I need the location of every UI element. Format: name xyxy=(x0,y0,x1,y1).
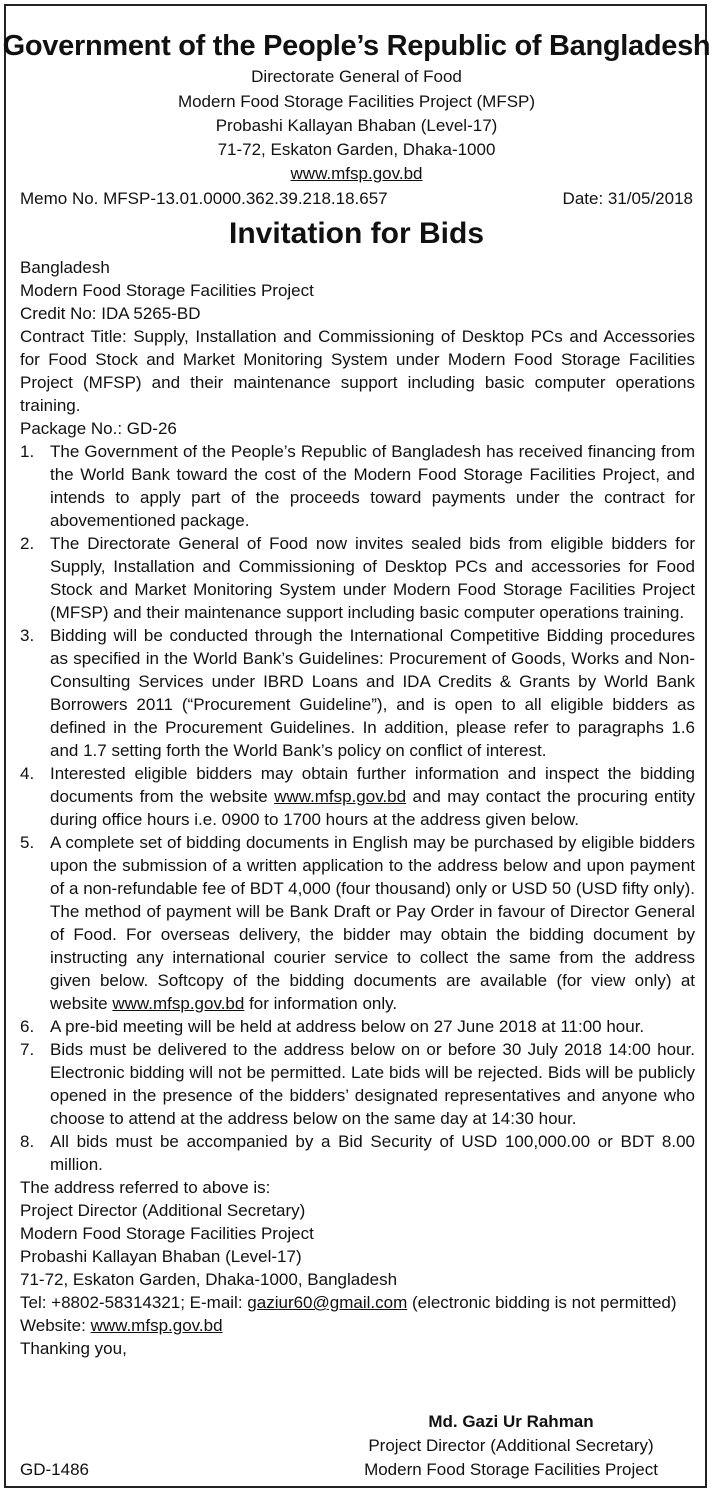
package-number: Package No.: GD-26 xyxy=(20,419,177,438)
project-name-line: Modern Food Storage Facilities Project xyxy=(20,281,314,300)
signatory-project: Modern Food Storage Facilities Project xyxy=(364,1460,658,1479)
clause-text: A pre-bid meeting will be held at address below on 27 June 2018 at 11:00 hour. xyxy=(50,1017,645,1036)
website-label: Website: xyxy=(20,1316,91,1335)
clause-number: 7. xyxy=(20,1040,35,1059)
clause-number: 5. xyxy=(20,833,35,852)
clause-text: All bids must be accompanied by a Bid Security of USD 100,000.00 or BDT 8.00 million. xyxy=(50,1132,695,1174)
clause-item xyxy=(20,1130,695,1176)
clause-item xyxy=(20,1015,695,1038)
clause-text: The Directorate General of Food now invites sealed bids from eligible bidders for Supply, Installation and Commissioning of Desktop PCs and accessories for Food Stock and Market Monitoring System under Modern Food Storage Facilities Project (MFSP) and their maintenance support including basic computer operations training. xyxy=(50,534,695,622)
clause-number: 1. xyxy=(20,442,35,461)
government-title: Government of the People’s Republic of Bangladesh xyxy=(2,30,711,62)
clause-website-link[interactable]: www.mfsp.gov.bd xyxy=(112,994,245,1013)
directorate-line: Directorate General of Food xyxy=(251,67,462,86)
clause-item xyxy=(20,532,695,624)
clause-text: The Government of the People’s Republic of Bangladesh has received financing from the World Bank toward the cost of the Modern Food Storage Facilities Project, and intends to apply part of the proceeds toward payments under the contract for abovementioned package. xyxy=(50,442,695,530)
country-line: Bangladesh xyxy=(20,258,110,277)
address-line: 71-72, Eskaton Garden, Dhaka-1000, Bangladesh xyxy=(20,1270,398,1289)
notice-heading: Invitation for Bids xyxy=(229,217,484,250)
clause-number: 8. xyxy=(20,1132,35,1151)
clause-item xyxy=(20,624,695,762)
memo-number: Memo No. MFSP-13.01.0000.362.39.218.18.657 xyxy=(20,189,388,208)
bid-clauses xyxy=(20,440,695,1176)
clause-number: 2. xyxy=(20,534,35,553)
clause-text-pre: Interested eligible bidders may obtain further information and inspect the bidding documents from the website xyxy=(50,764,695,806)
clause-item xyxy=(20,762,695,831)
clause-website-link[interactable]: www.mfsp.gov.bd xyxy=(274,787,407,806)
clause-text-pre: A complete set of bidding documents in English may be purchased by eligible bidders upon the submission of a written application to the address below and upon payment of a non-refundable fee of BDT 4,000 (four thousand) only or USD 50 (USD fifty only). The method of payment will be Bank Draft or Pay Order in favour of Director General of Food. For overseas delivery, the bidder may obtain the bidding document by instructing any international courier service to collect the same from the address given below. Softcopy of the bidding documents are available (for view only) at website xyxy=(50,833,695,1013)
building-line: Probashi Kallayan Bhaban (Level-17) xyxy=(215,116,498,135)
clause-item xyxy=(20,1038,695,1130)
clause-number: 4. xyxy=(20,764,35,783)
memo-date: Date: 31/05/2018 xyxy=(562,189,693,208)
contract-title: Contract Title: Supply, Installation and Commissioning of Desktop PCs and Accessories for Food Stock and Market Monitoring System under Modern Food Storage Facilities Project (MFSP) and their maintenance support including basic computer operations training. xyxy=(20,327,695,415)
clause-number: 3. xyxy=(20,626,35,645)
clause-item xyxy=(20,440,695,532)
signatory-title: Project Director (Additional Secretary) xyxy=(368,1436,654,1455)
clause-number: 6. xyxy=(20,1017,35,1036)
notice-body xyxy=(20,256,695,1360)
contact-note: (electronic bidding is not permitted) xyxy=(407,1293,677,1312)
signatory-name: Md. Gazi Ur Rahman xyxy=(428,1412,594,1431)
address-intro: The address referred to above is: xyxy=(20,1178,271,1197)
header-website-line xyxy=(0,164,713,184)
contact-line xyxy=(20,1291,695,1314)
street-line: 71-72, Eskaton Garden, Dhaka-1000 xyxy=(217,140,496,159)
address-line: Modern Food Storage Facilities Project xyxy=(20,1224,314,1243)
closing-line: Thanking you, xyxy=(20,1339,127,1358)
phone-text: Tel: +8802-58314321; E-mail: xyxy=(20,1293,248,1312)
website-line xyxy=(20,1314,695,1337)
clause-item xyxy=(20,831,695,1015)
footer-website-link[interactable]: www.mfsp.gov.bd xyxy=(90,1316,223,1335)
clause-text: Bids must be delivered to the address below on or before 30 July 2018 14:00 hour. Electronic bidding will not be permitted. Late bids will be rejected. Bids will be publicly opened in the presence of the bidders’ designated representatives and anyone who choose to attend at the address below on the same day at 14:30 hour. xyxy=(50,1040,695,1128)
project-line: Modern Food Storage Facilities Project (MFSP) xyxy=(177,92,536,111)
ad-code: GD-1486 xyxy=(20,1460,89,1479)
header-website-link[interactable]: www.mfsp.gov.bd xyxy=(290,164,423,183)
clause-text: Bidding will be conducted through the International Competitive Bidding procedures as specified in the World Bank’s Guidelines: Procurement of Goods, Works and Non-Consulting Services under IBRD Loans and IDA Credits & Grants by World Bank Borrowers 2011 (“Procurement Guideline”), and is open to all eligible bidders as defined in the Procurement Guidelines. In addition, please refer to paragraphs 1.6 and 1.7 setting forth the World Bank’s policy on conflict of interest. xyxy=(50,626,695,760)
address-line: Probashi Kallayan Bhaban (Level-17) xyxy=(20,1247,302,1266)
credit-number: Credit No: IDA 5265-BD xyxy=(20,304,201,323)
clause-text-post: and may contact the procuring entity during office hours i.e. 0900 to 1700 hours at the address given below. xyxy=(50,787,696,829)
address-line: Project Director (Additional Secretary) xyxy=(20,1201,306,1220)
email-link[interactable]: gaziur60@gmail.com xyxy=(247,1293,408,1312)
clause-text-post: for information only. xyxy=(244,994,398,1013)
